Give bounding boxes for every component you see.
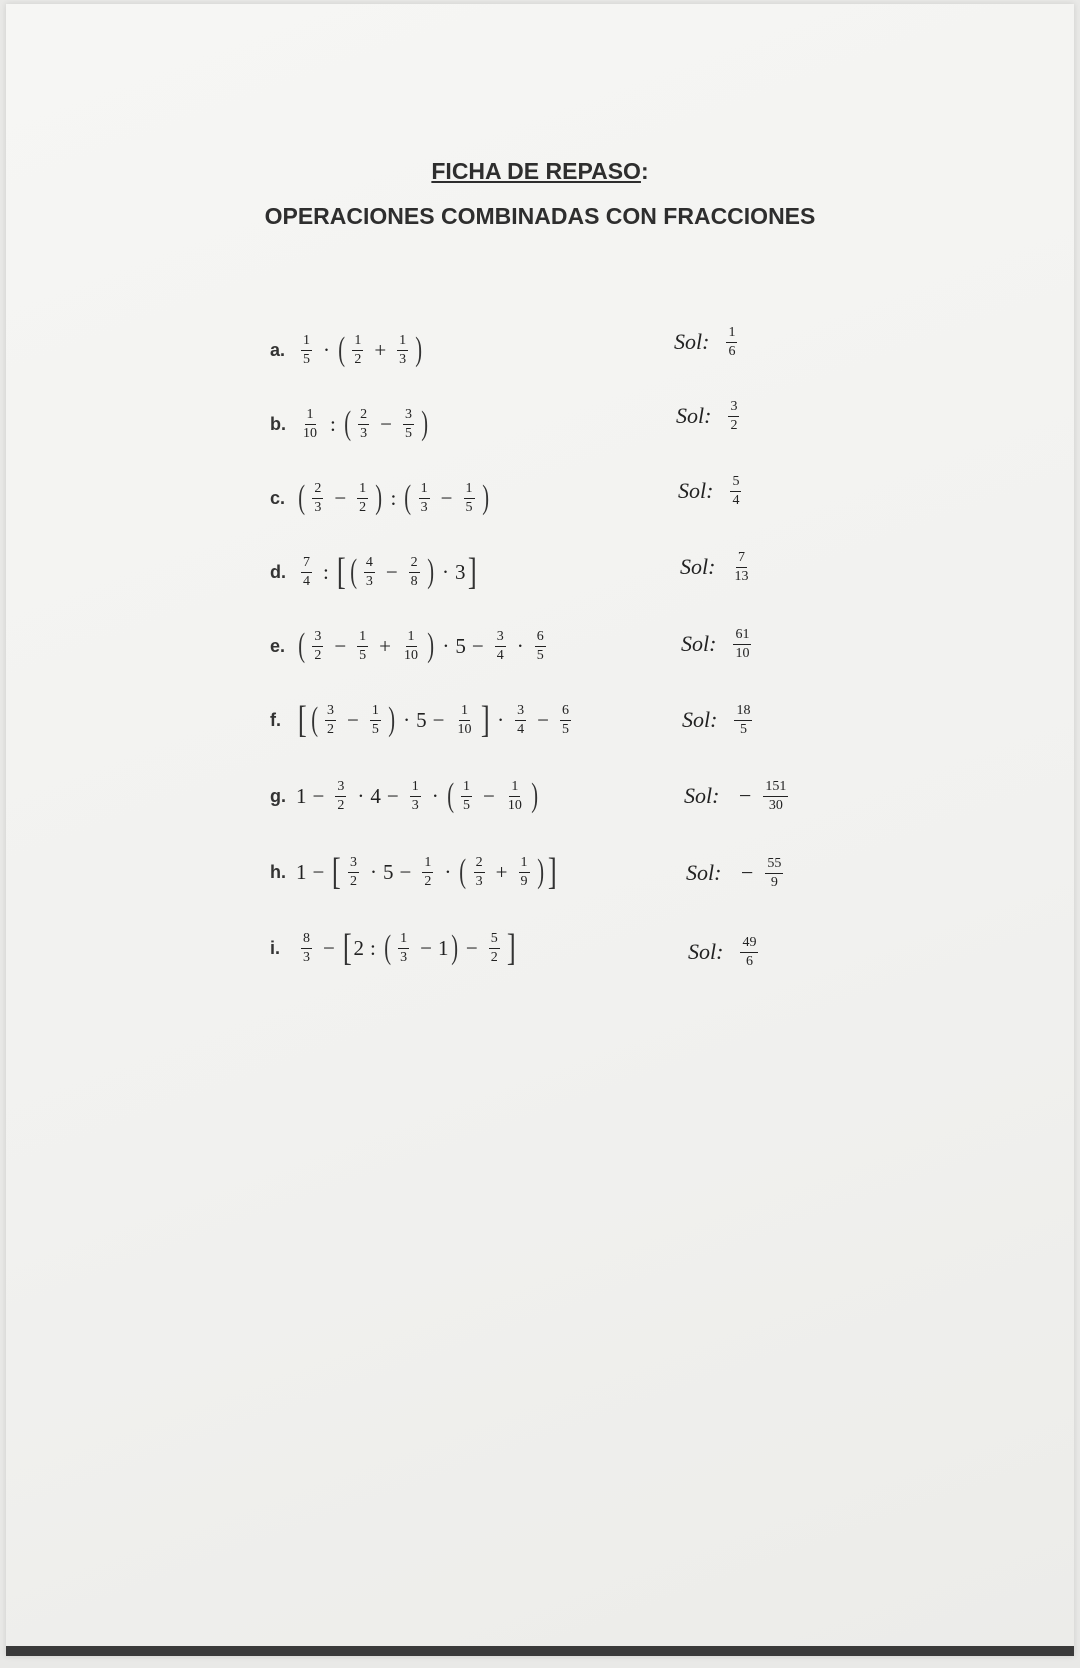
operator: − <box>346 707 359 732</box>
sol-label: Sol: <box>688 939 724 964</box>
fraction: $\frac{3}{2}$ <box>337 778 345 813</box>
operator: − <box>312 783 325 808</box>
operator: + <box>495 859 508 884</box>
exercise-label: a. <box>270 339 286 360</box>
fraction: $\frac{1}{9}$ <box>520 854 528 889</box>
fraction: $\frac{3}{2}$ <box>314 628 322 663</box>
fraction: $\frac{1}{5}$ <box>303 332 310 367</box>
exercise-label: b. <box>270 413 286 434</box>
page-bottom-edge <box>6 1646 1074 1656</box>
close-paren: ) <box>531 777 538 814</box>
solution-fraction: $\frac{3}{2}$ <box>730 398 738 433</box>
integer: 1 <box>296 859 307 884</box>
fraction: $\frac{5}{2}$ <box>490 930 498 965</box>
solution-h: Sol: − $\frac{55}{9}$ <box>686 855 782 890</box>
solution-a <box>674 312 742 372</box>
exercise-b <box>270 394 430 454</box>
operator: : <box>390 485 397 510</box>
open-paren: ( <box>310 701 318 738</box>
open-paren: ( <box>459 853 467 890</box>
exercise-i <box>270 918 517 978</box>
exercise-d <box>270 542 478 602</box>
solution-d <box>680 537 755 597</box>
open-paren: ( <box>344 405 351 442</box>
exercise-a <box>270 320 425 380</box>
worksheet-subtitle: OPERACIONES COMBINADAS CON FRACCIONES <box>264 203 816 229</box>
integer: 5 <box>416 707 427 732</box>
solution-f <box>682 690 757 750</box>
fraction: $\frac{3}{5}$ <box>405 406 413 441</box>
close-bracket: ] <box>467 551 477 593</box>
exercise-e <box>270 616 551 676</box>
solution-fraction: $\frac{61}{10}$ <box>735 626 750 661</box>
solution-fraction: $\frac{49}{6}$ <box>742 934 757 969</box>
operator: · <box>442 633 450 658</box>
integer: 3 <box>455 559 466 584</box>
integer: 1 <box>296 783 307 808</box>
exercise-label: g. <box>270 785 286 806</box>
integer: 1 <box>438 935 449 960</box>
operator: · <box>357 783 365 808</box>
operator: : <box>330 411 336 436</box>
close-bracket: ] <box>506 927 516 969</box>
sol-label: Sol: <box>676 403 712 428</box>
solution-fraction: $\frac{18}{5}$ <box>736 702 751 737</box>
integer: 4 <box>370 783 381 808</box>
operator: : <box>323 559 329 584</box>
fraction: $\frac{3}{4}$ <box>517 702 525 737</box>
fraction: $\frac{3}{2}$ <box>350 854 357 889</box>
operator: · <box>497 707 505 732</box>
operator: − <box>471 633 484 658</box>
solution-e <box>681 614 756 674</box>
close-paren: ) <box>536 853 544 890</box>
solution-fraction: $\frac{7}{13}$ <box>734 549 749 584</box>
solution-g: Sol: − $\frac{151}{30}$ <box>684 778 787 813</box>
close-bracket: ] <box>547 851 557 893</box>
fraction: $\frac{3}{4}$ <box>496 628 504 663</box>
operator: − <box>537 707 549 732</box>
worksheet-title-colon: : <box>640 158 649 184</box>
close-paren: ) <box>388 701 395 738</box>
fraction: $\frac{1}{10}$ <box>303 406 317 441</box>
fraction: $\frac{6}{5}$ <box>562 702 569 737</box>
operator: − <box>380 411 393 436</box>
exercise-f <box>270 690 576 750</box>
close-bracket: ] <box>480 699 490 741</box>
solution-fraction: $\frac{151}{30}$ <box>765 778 787 813</box>
exercise-label: e. <box>270 635 286 656</box>
open-bracket: [ <box>332 851 342 893</box>
operator: + <box>379 633 392 658</box>
fraction: $\frac{1}{5}$ <box>463 778 471 813</box>
close-paren: ) <box>481 479 489 516</box>
operator: − <box>483 783 495 808</box>
sol-label: Sol: <box>681 631 717 656</box>
exercise-label: h. <box>270 861 286 882</box>
operator: − <box>386 783 399 808</box>
sol-label: Sol: <box>684 783 720 808</box>
operator: − <box>334 485 347 510</box>
operator: · <box>442 559 449 584</box>
fraction: $\frac{1}{3}$ <box>399 332 407 367</box>
exercise-label: c. <box>270 487 286 508</box>
fraction: $\frac{1}{10}$ <box>457 702 472 737</box>
sol-label: Sol: <box>686 860 722 885</box>
operator: − <box>399 859 412 884</box>
fraction: $\frac{1}{3}$ <box>400 930 408 965</box>
open-paren: ( <box>298 627 306 664</box>
open-paren: ( <box>404 479 412 516</box>
open-paren: ( <box>349 553 357 590</box>
solution-fraction: $\frac{1}{6}$ <box>728 324 736 359</box>
fraction: $\frac{2}{3}$ <box>360 406 368 441</box>
fraction: $\frac{1}{2}$ <box>424 854 432 889</box>
operator: − <box>465 935 478 960</box>
fraction: $\frac{1}{5}$ <box>465 480 473 515</box>
solution-c <box>678 461 746 521</box>
fraction: $\frac{3}{2}$ <box>326 702 334 737</box>
operator: · <box>444 859 452 884</box>
fraction: $\frac{1}{10}$ <box>507 778 522 813</box>
fraction: $\frac{7}{4}$ <box>303 554 310 589</box>
integer: 5 <box>455 633 466 658</box>
operator: − <box>312 859 325 884</box>
operator: − <box>385 559 398 584</box>
close-paren: ) <box>375 479 383 516</box>
worksheet-page <box>6 4 1074 1656</box>
fraction: $\frac{8}{3}$ <box>303 930 310 965</box>
operator: − <box>323 935 335 960</box>
fraction: $\frac{1}{2}$ <box>354 332 362 367</box>
solution-fraction: $\frac{55}{9}$ <box>767 855 782 890</box>
close-paren: ) <box>427 627 435 664</box>
operator: − <box>432 707 445 732</box>
close-paren: ) <box>421 405 429 442</box>
open-paren: ( <box>338 331 346 368</box>
fraction: $\frac{2}{3}$ <box>314 480 322 515</box>
fraction: $\frac{1}{5}$ <box>371 702 379 737</box>
fraction: $\frac{2}{3}$ <box>475 854 483 889</box>
open-bracket: [ <box>342 927 352 969</box>
solution-fraction: $\frac{5}{4}$ <box>732 473 740 508</box>
operator: · <box>516 633 524 658</box>
close-paren: ) <box>426 553 434 590</box>
open-paren: ( <box>384 929 391 966</box>
operator: − <box>440 485 453 510</box>
operator: · <box>370 859 377 884</box>
integer: 2 <box>353 935 364 960</box>
solution-i <box>688 922 763 982</box>
operator: − <box>420 935 433 960</box>
exercise-c <box>270 468 491 528</box>
solution-b <box>676 386 744 446</box>
fraction: $\frac{1}{3}$ <box>411 778 419 813</box>
operator: · <box>323 337 330 362</box>
operator: − <box>334 633 347 658</box>
fraction: $\frac{4}{3}$ <box>365 554 373 589</box>
operator: : <box>370 935 376 960</box>
fraction: $\frac{1}{2}$ <box>359 480 367 515</box>
close-paren: ) <box>450 929 458 966</box>
sol-label: Sol: <box>674 329 710 354</box>
worksheet-title-text: FICHA DE REPASO <box>431 158 641 184</box>
sol-label: Sol: <box>678 478 714 503</box>
open-paren: ( <box>298 479 306 516</box>
open-paren: ( <box>446 777 454 814</box>
open-bracket: [ <box>336 551 346 593</box>
sol-label: Sol: <box>680 554 716 579</box>
close-paren: ) <box>415 331 423 368</box>
operator: · <box>431 783 439 808</box>
fraction: $\frac{1}{3}$ <box>420 480 428 515</box>
fraction: $\frac{1}{10}$ <box>404 628 419 663</box>
exercise-label: i. <box>270 937 281 958</box>
sol-label: Sol: <box>682 707 718 732</box>
exercise-label: d. <box>270 561 286 582</box>
exercise-label: f. <box>270 709 281 730</box>
open-bracket: [ <box>297 699 307 741</box>
integer: 5 <box>383 859 394 884</box>
fraction: $\frac{2}{8}$ <box>410 554 418 589</box>
fraction: $\frac{6}{5}$ <box>536 628 544 663</box>
operator: + <box>374 337 387 362</box>
exercise-h <box>270 842 559 902</box>
fraction: $\frac{1}{5}$ <box>359 628 367 663</box>
exercise-g <box>270 766 540 826</box>
operator: · <box>403 707 411 732</box>
worksheet-title <box>0 158 1080 185</box>
